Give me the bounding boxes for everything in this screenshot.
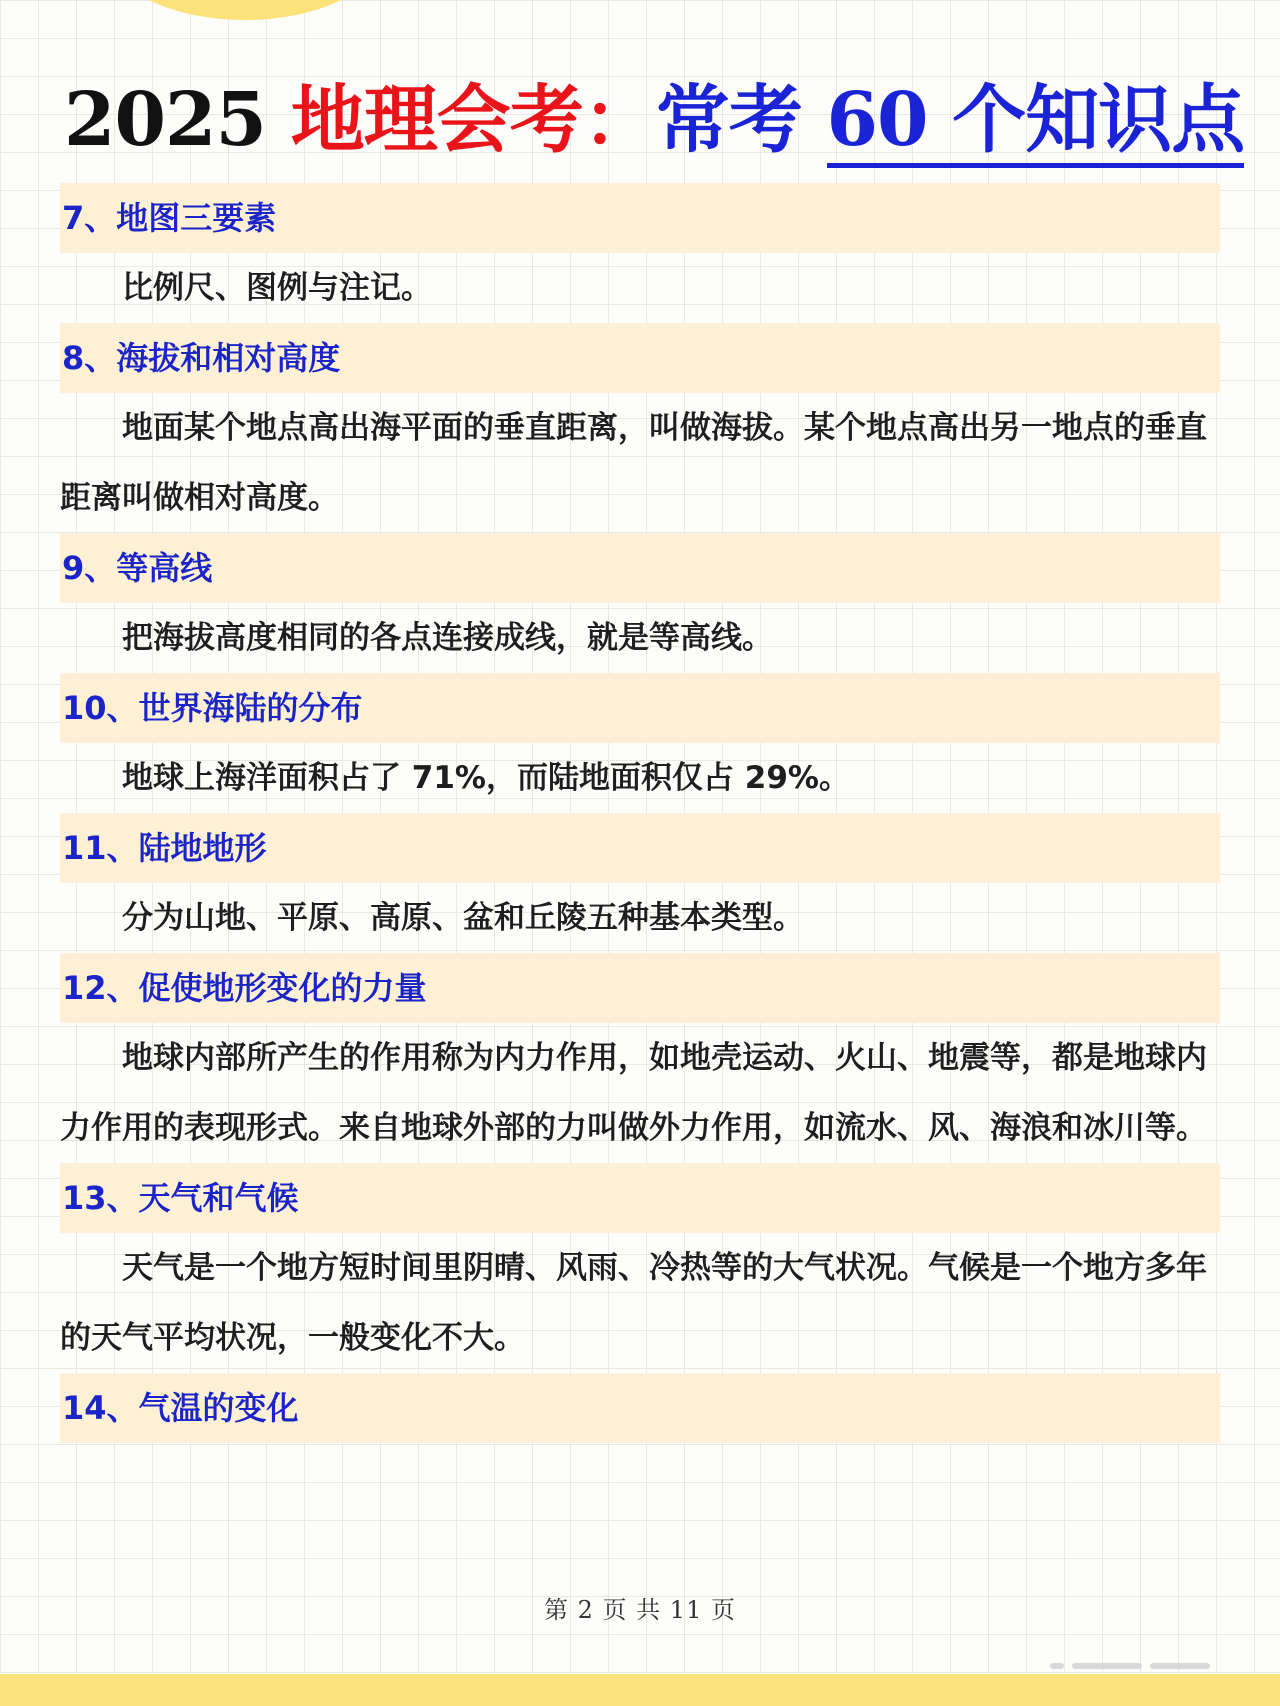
bottom-yellow-bar xyxy=(0,1674,1280,1706)
title-year: 2025 xyxy=(64,77,266,163)
section-body-11: 分为山地、平原、高原、盆和丘陵五种基本类型。 xyxy=(122,900,804,936)
title-frequent: 常考 xyxy=(655,77,802,163)
knowledge-list xyxy=(60,183,1220,1443)
section-heading-9: 9、等高线 xyxy=(60,533,1220,603)
page-title xyxy=(64,70,1245,170)
section-body-7: 比例尺、图例与注记。 xyxy=(122,270,432,306)
section-heading-8: 8、海拔和相对高度 xyxy=(60,323,1220,393)
section-heading-14: 14、气温的变化 xyxy=(60,1373,1220,1443)
section-body-8: 地面某个地点高出海平面的垂直距离，叫做海拔。某个地点高出另一地点的垂直距离叫做相对高度。 xyxy=(60,410,1207,516)
section-body-10: 地球上海洋面积占了 71%，而陆地面积仅占 29%。 xyxy=(122,760,850,796)
section-heading-7: 7、地图三要素 xyxy=(60,183,1220,253)
indicator-mark xyxy=(1050,1663,1064,1669)
decorative-yellow-blob xyxy=(110,0,380,20)
section-heading-10: 10、世界海陆的分布 xyxy=(60,673,1220,743)
section-heading-11: 11、陆地地形 xyxy=(60,813,1220,883)
section-heading-13: 13、天气和气候 xyxy=(60,1163,1220,1233)
title-count: 60 个知识点 xyxy=(827,77,1245,168)
indicator-mark xyxy=(1072,1663,1142,1669)
section-body-9: 把海拔高度相同的各点连接成线，就是等高线。 xyxy=(122,620,773,656)
indicator-mark xyxy=(1150,1663,1210,1669)
title-subject: 地理会考： xyxy=(290,77,656,163)
section-body-13: 天气是一个地方短时间里阴晴、风雨、冷热等的大气状况。气候是一个地方多年的天气平均状况，一般变化不大。 xyxy=(60,1250,1207,1356)
home-indicator xyxy=(1050,1656,1240,1676)
page-number: 第 2 页 共 11 页 xyxy=(544,1596,736,1624)
section-heading-12: 12、促使地形变化的力量 xyxy=(60,953,1220,1023)
section-body-12: 地球内部所产生的作用称为内力作用，如地壳运动、火山、地震等，都是地球内力作用的表现形式。来自地球外部的力叫做外力作用，如流水、风、海浪和冰川等。 xyxy=(60,1040,1207,1146)
